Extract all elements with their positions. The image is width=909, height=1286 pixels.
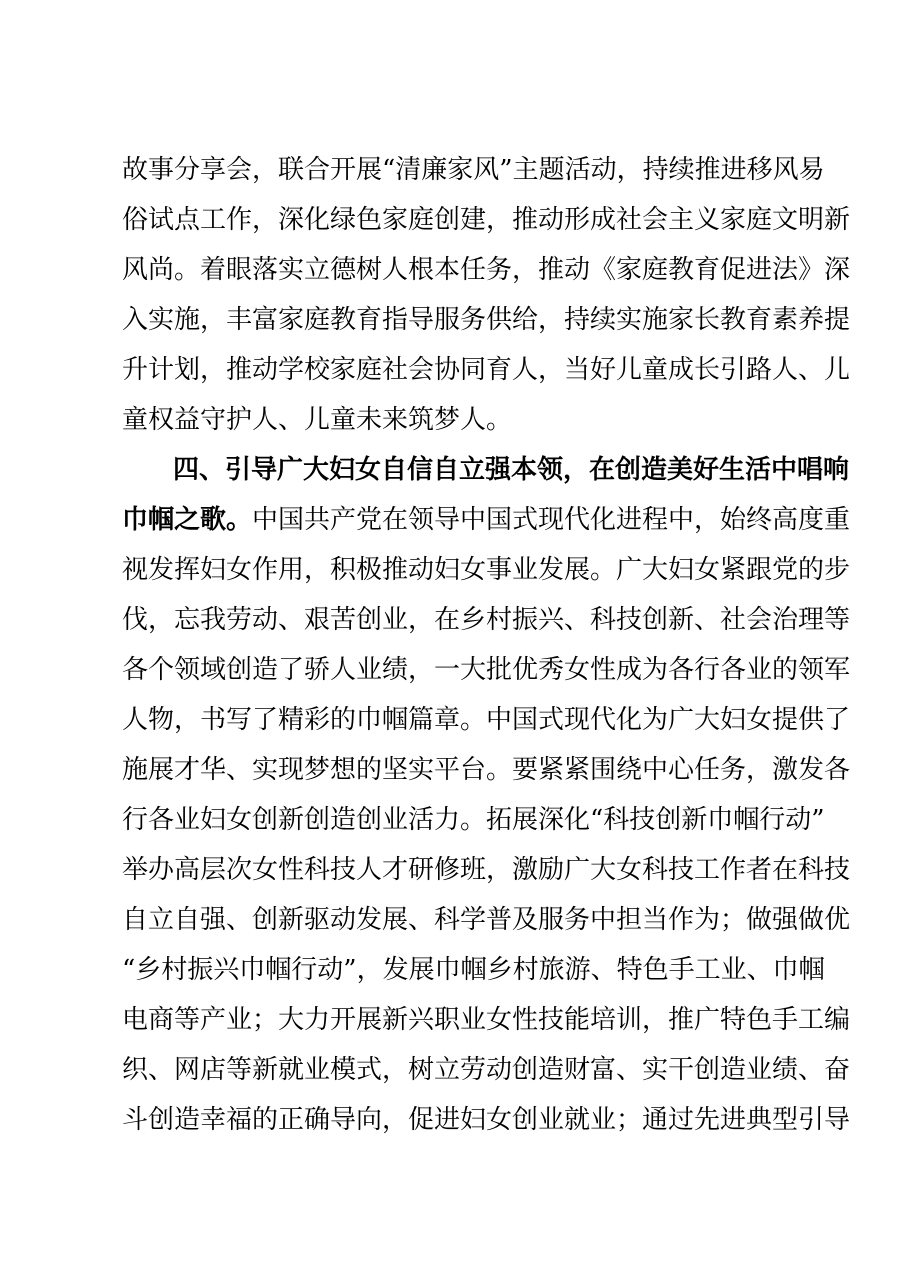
body-text-line: 各个领域创造了骄人业绩，一大批优秀女性成为各行各业的领军 <box>122 655 851 685</box>
body-text-line: “乡村振兴巾帼行动”，发展巾帼乡村旅游、特色手工业、巾帼 <box>122 955 825 985</box>
section-heading: 四、引导广大妇女自信自立强本领，在创造美好生活中唱响 <box>173 455 850 485</box>
body-text-line: 风尚。着眼落实立德树人根本任务，推动《家庭教育促进法》深 <box>122 255 851 285</box>
body-text-line: 织、网店等新就业模式，树立劳动创造财富、实干创造业绩、奋 <box>122 1055 851 1085</box>
body-text-line: 电商等产业；大力开展新兴职业女性技能培训，推广特色手工编 <box>122 1005 851 1035</box>
body-text-line: 入实施，丰富家庭教育指导服务供给，持续实施家长教育素养提 <box>122 305 851 335</box>
body-text-line: 人物，书写了精彩的巾帼篇章。中国式现代化为广大妇女提供了 <box>122 705 851 735</box>
section-heading-continuation <box>122 500 851 540</box>
body-text-line: 童权益守护人、儿童未来筑梦人。 <box>122 405 513 435</box>
body-text-line: 行各业妇女创新创造创业活力。拓展深化“科技创新巾帼行动” <box>122 805 825 835</box>
body-text-line: 俗试点工作，深化绿色家庭创建，推动形成社会主义家庭文明新 <box>122 205 851 235</box>
section-heading-end: 巾帼之歌。 <box>122 505 253 535</box>
body-text-line: 故事分享会，联合开展“清廉家风”主题活动，持续推进移风易 <box>122 155 825 185</box>
body-text-line: 斗创造幸福的正确导向，促进妇女创业就业；通过先进典型引导 <box>122 1105 851 1135</box>
body-text-span: 中国共产党在领导中国式现代化进程中，始终高度重 <box>252 505 851 535</box>
body-text-line: 升计划，推动学校家庭社会协同育人，当好儿童成长引路人、儿 <box>122 355 851 385</box>
body-text-line: 伐，忘我劳动、艰苦创业，在乡村振兴、科技创新、社会治理等 <box>122 605 851 635</box>
body-text-line: 视发挥妇女作用，积极推动妇女事业发展。广大妇女紧跟党的步 <box>122 555 851 585</box>
body-text-line: 举办高层次女性科技人才研修班，激励广大女科技工作者在科技 <box>122 855 851 885</box>
body-text-line: 自立自强、创新驱动发展、科学普及服务中担当作为；做强做优 <box>122 905 851 935</box>
body-text-line: 施展才华、实现梦想的坚实平台。要紧紧围绕中心任务，激发各 <box>122 755 851 785</box>
